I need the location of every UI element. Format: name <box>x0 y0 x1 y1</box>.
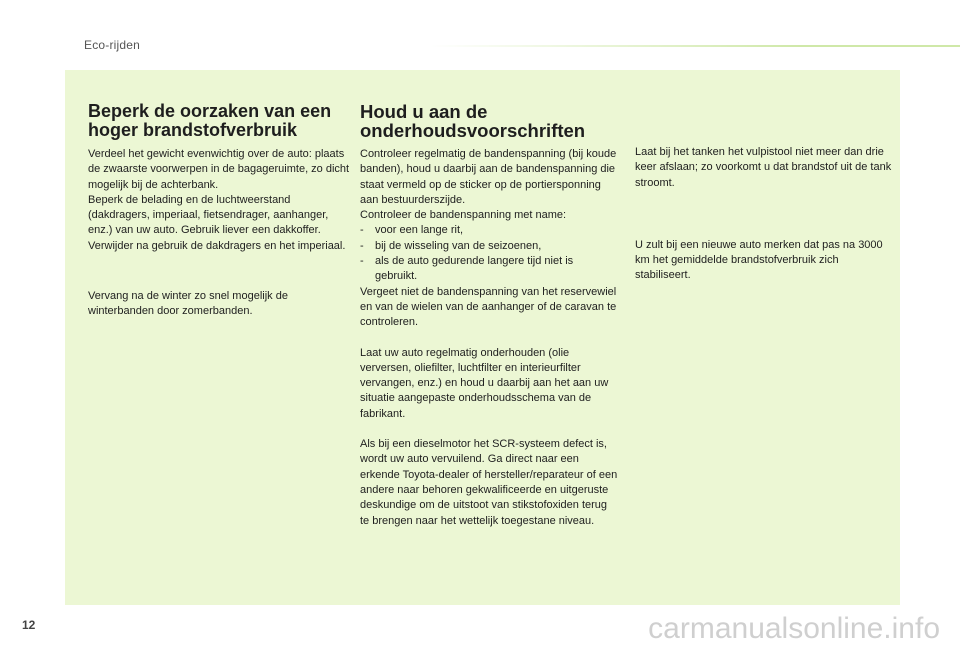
list-item: - voor een lange rit, <box>360 224 464 237</box>
paragraph: Verwijder na gebruik de dakdragers en het imperiaal. <box>88 239 346 252</box>
heading-maintenance: Houd u aan de onderhoudsvoorschriften <box>360 101 586 141</box>
paragraph: U zult bij een nieuwe auto merken dat pas na 3000 km het gemiddelde brandstofverbruik zich stabiliseert. <box>635 238 883 282</box>
paragraph: Controleer regelmatig de bandenspanning (bij koude banden), houd u daarbij aan de bandenspanning die staat vermeld op de sticker op de portiersponning aan bestuurderszijde. <box>360 148 617 206</box>
column-right <box>635 145 893 284</box>
header-divider <box>430 45 960 47</box>
list-item: - als de auto gedurende langere tijd niet is gebruikt. <box>360 255 574 283</box>
list-item: - bij de wisseling van de seizoenen, <box>360 239 542 252</box>
paragraph: Laat uw auto regelmatig onderhouden (olie verversen, oliefilter, luchtfilter en interieurfilter vervangen, enz.) en houd u daarbij aan het aan uw situatie aangepaste onderhoudsschema van de fabrikant. <box>360 346 609 420</box>
column-left <box>88 102 350 320</box>
paragraph: Vervang na de winter zo snel mogelijk de winterbanden door zomerbanden. <box>88 290 288 318</box>
paragraph: Als bij een dieselmotor het SCR-systeem defect is, wordt uw auto vervuilend. Ga direct naar een erkende Toyota-dealer of hersteller/reparateur of een andere naar behoren gekwalificeerde en uitgeruste deskundige om de uitstoot van stikstofoxiden terug te brengen naar het wettelijk toegestane niveau. <box>360 438 618 527</box>
paragraph: Vergeet niet de bandenspanning van het reservewiel en van de wielen van de aanhanger of de caravan te controleren. <box>360 285 617 329</box>
column-middle <box>360 102 618 529</box>
heading-fuel-consumption: Beperk de oorzaken van een hoger brandstofverbruik <box>88 101 332 140</box>
paragraph: Beperk de belading en de luchtweerstand (dakdragers, imperiaal, fietsendrager, aanhanger, enz.) van uw auto. Gebruik liever een dakkoffer. <box>88 193 329 237</box>
paragraph: Laat bij het tanken het vulpistool niet meer dan drie keer afslaan; zo voorkomt u dat brandstof uit de tank stroomt. <box>635 146 892 189</box>
page-number: 12 <box>22 618 36 632</box>
section-title: Eco-rijden <box>84 38 141 52</box>
watermark: carmanualsonline.info <box>648 612 940 645</box>
paragraph: Controleer de bandenspanning met name: <box>360 209 567 222</box>
paragraph: Verdeel het gewicht evenwichtig over de auto: plaats de zwaarste voorwerpen in de bagageruimte, zo dicht mogelijk bij de achterbank. <box>88 148 350 191</box>
